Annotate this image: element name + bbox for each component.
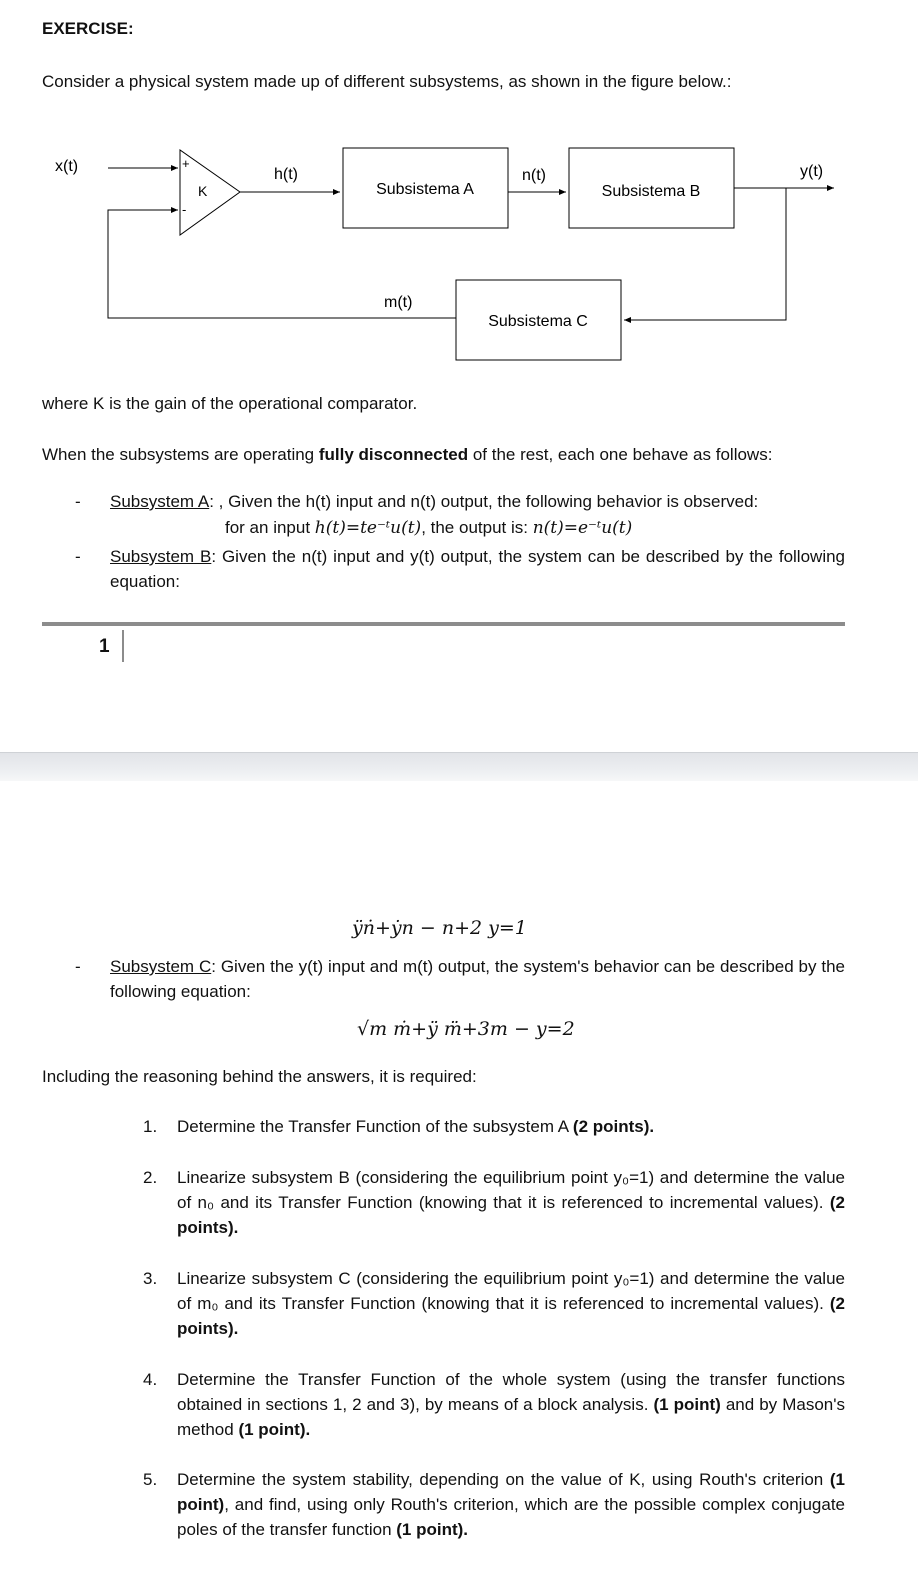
label-plus: +	[182, 156, 190, 171]
task-2	[177, 1165, 845, 1240]
behavior-intro-after: of the rest, each one behave as follows:	[468, 445, 773, 464]
subsystem-b-label: Subsystem B	[110, 547, 212, 566]
subsystem-a-line2	[225, 517, 632, 539]
task-2-num: 2.	[143, 1168, 158, 1187]
label-minus: -	[182, 202, 187, 217]
intro-text: Consider a physical system made up of different subsystems, as shown in the figure below.:	[42, 72, 732, 91]
subsystem-a-input-expr: h(t)=te⁻ᵗu(t)	[314, 518, 422, 538]
task-3-text: Linearize subsystem C (considering the equilibrium point y₀=1) and determine the value of m₀ and its Transfer Function (knowing that it is referenced to incremental values).	[177, 1269, 845, 1313]
subsystem-c-text-block	[110, 954, 845, 1004]
equation-b: ÿṅ+ẏn − n+2 y=1	[352, 917, 527, 939]
task-5-points: (1 point)	[177, 1470, 845, 1514]
subsystem-b-text-block	[110, 544, 845, 594]
task-2-points: (2 points).	[177, 1193, 845, 1237]
task-5-text: Determine the system stability, depending on the value of K, using Routh's criterion	[177, 1470, 830, 1489]
subsystem-a-line1	[110, 491, 758, 513]
task-1-points: (2 points).	[572, 1117, 655, 1136]
label-gain: K	[198, 183, 208, 199]
page-separator	[0, 752, 918, 781]
task-4-text: Determine the Transfer Function of the whole system (using the transfer functions obtained in sections 1, 2 and 3), by means of a block analysis.	[177, 1370, 845, 1414]
page-number-bar	[122, 630, 124, 662]
label-x: x(t)	[55, 158, 79, 175]
label-block-c: Subsistema C	[488, 313, 588, 330]
subsystem-c-label: Subsystem C	[110, 957, 212, 976]
bullet-c: -	[75, 957, 81, 976]
task-4	[177, 1367, 845, 1442]
task-4-num: 4.	[143, 1370, 158, 1389]
task-5-text2: , and find, using only Routh's criterion, which are the possible complex conjugate poles of the transfer function	[177, 1495, 845, 1539]
task-4-points2: (1 point).	[238, 1420, 311, 1439]
task-3-num: 3.	[143, 1269, 158, 1288]
label-h: h(t)	[274, 166, 298, 183]
exercise-heading: EXERCISE:	[42, 19, 134, 38]
subsystem-a-mid: , the output is:	[421, 518, 533, 537]
subsystem-a-label: Subsystem A	[110, 492, 210, 511]
subsystem-a-output-expr: n(t)=e⁻ᵗu(t)	[532, 518, 633, 538]
behavior-intro	[42, 442, 845, 467]
task-2-text: Linearize subsystem B (considering the equilibrium point y₀=1) and determine the value of n₀ and its Transfer Function (knowing that it is referenced to incremental values).	[177, 1168, 845, 1212]
subsystem-a-text: : , Given the h(t) input and n(t) output, the following behavior is observed:	[209, 492, 759, 511]
behavior-intro-before: When the subsystems are operating	[42, 445, 319, 464]
behavior-intro-bold: fully disconnected	[318, 445, 469, 464]
label-n: n(t)	[522, 167, 546, 184]
task-5-num: 5.	[143, 1470, 158, 1489]
task-3	[177, 1266, 845, 1341]
label-block-b: Subsistema B	[601, 183, 701, 200]
subsystem-b-text: : Given the n(t) input and y(t) output, the system can be described by the following equation:	[110, 547, 846, 591]
footer-rule	[42, 622, 845, 626]
task-1	[177, 1114, 845, 1139]
label-m: m(t)	[384, 294, 413, 311]
task-3-points: (2 points).	[177, 1294, 845, 1338]
subsystem-a-prefix: for an input	[225, 518, 315, 537]
task-5	[177, 1467, 845, 1542]
task-1-text: Determine the Transfer Function of the subsystem A	[177, 1117, 573, 1136]
gain-note: where K is the gain of the operational comparator.	[42, 394, 418, 413]
equation-c: √m ṁ+ÿ m̈+3m − y=2	[357, 1018, 575, 1040]
bullet-b: -	[75, 547, 81, 566]
block-diagram	[0, 140, 918, 370]
label-y: y(t)	[800, 163, 824, 180]
task-1-num: 1.	[143, 1117, 158, 1136]
label-block-a: Subsistema A	[376, 181, 474, 198]
task-4-text2: and by Mason's method	[177, 1395, 845, 1439]
task-4-points: (1 point)	[653, 1395, 721, 1414]
subsystem-c-text: : Given the y(t) input and m(t) output, the system's behavior can be described by the following equation:	[110, 957, 845, 1001]
task-5-points2: (1 point).	[396, 1520, 469, 1539]
requirements-intro: Including the reasoning behind the answers, it is required:	[42, 1067, 477, 1086]
bullet-a: -	[75, 492, 81, 511]
page-number: 1	[99, 636, 110, 657]
